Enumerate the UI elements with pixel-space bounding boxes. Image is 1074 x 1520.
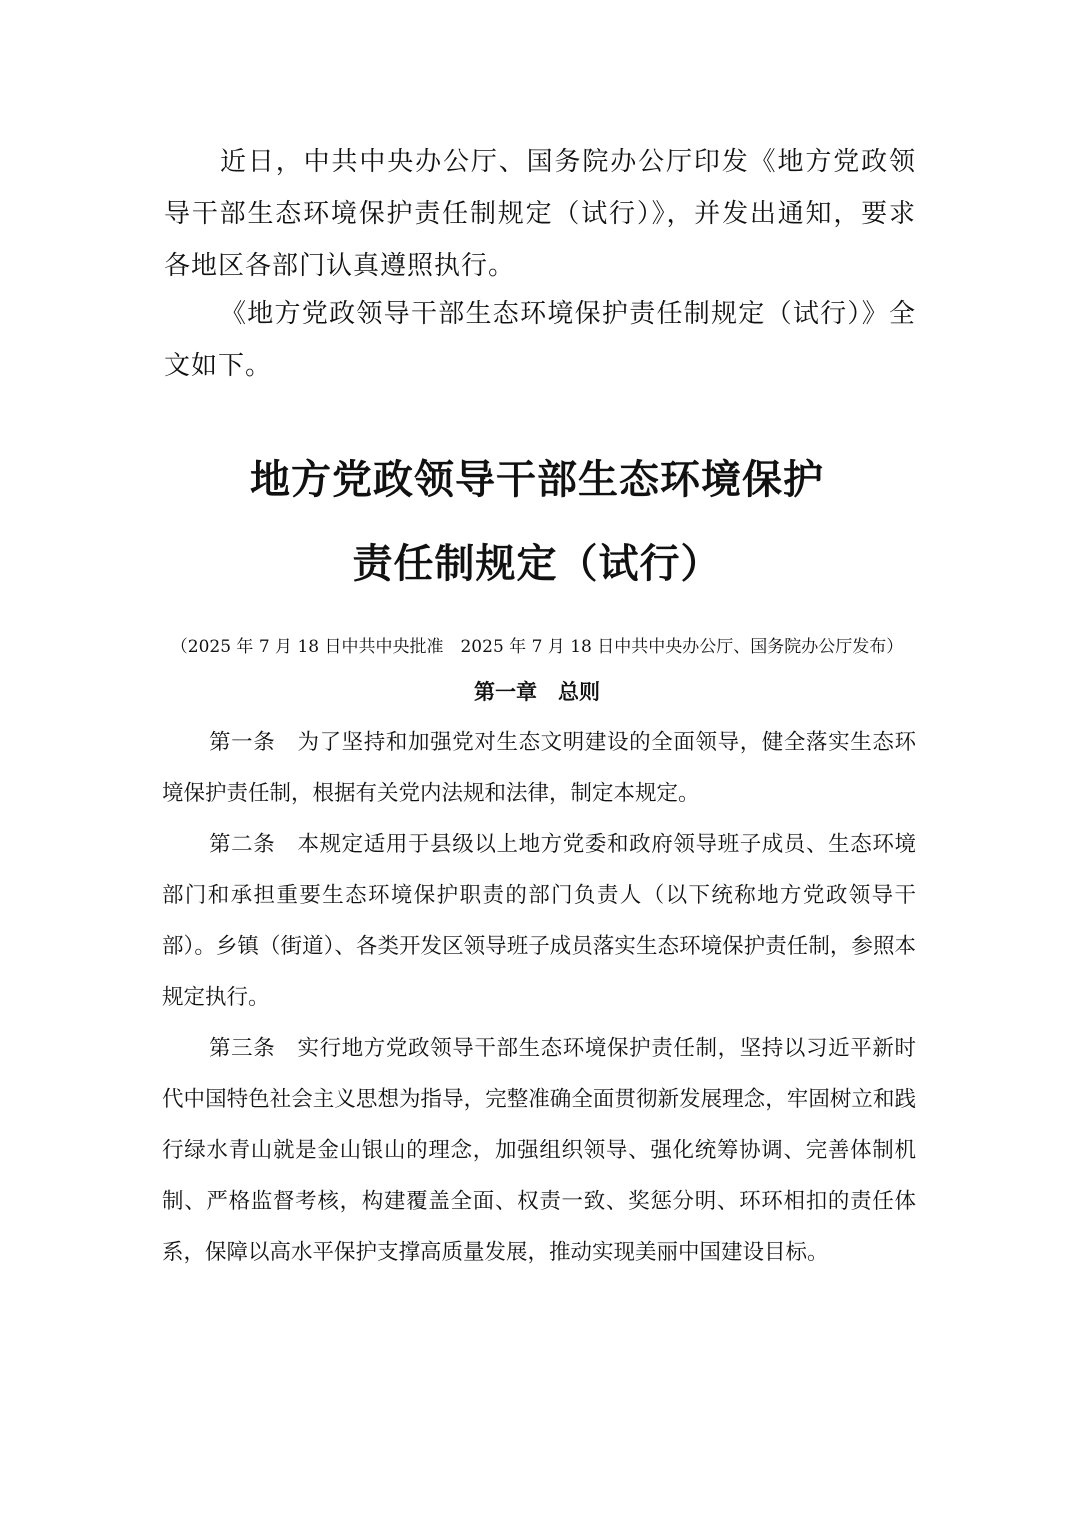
article-label: 第二条 [209, 832, 298, 857]
intro-paragraph: 近日，中共中央办公厅、国务院办公厅印发《地方党政领导干部生态环境保护责任制规定（试行）》，并发出通知，要求各地区各部门认真遵照执行。 [164, 147, 916, 281]
article-2 [162, 819, 916, 1023]
document-subtitle: （2025 年 7 月 18 日中共中央批准 2025 年 7 月 18 日中共中央办公厅、国务院办公厅发布） [170, 637, 904, 657]
chapter-heading: 第一章 总则 [474, 680, 600, 704]
intro-paragraph: 《地方党政领导干部生态环境保护责任制规定（试行）》全文如下。 [164, 299, 916, 381]
document-title-line-2: 责任制规定（试行） [352, 541, 722, 587]
article-3 [162, 1023, 916, 1278]
article-text: 实行地方党政领导干部生态环境保护责任制，坚持以习近平新时代中国特色社会主义思想为指导，完整准确全面贯彻新发展理念，牢固树立和践行绿水青山就是金山银山的理念，加强组织领导、强化统筹协调、完善体制机制、严格监督考核，构建覆盖全面、权责一致、奖惩分明、环环相扣的责任体系，保障以高水平保护支撑高质量发展，推动实现美丽中国建设目标。 [162, 1036, 916, 1265]
article-label: 第三条 [209, 1036, 298, 1061]
article-label: 第一条 [209, 730, 298, 755]
document-title-line-1: 地方党政领导干部生态环境保护 [250, 457, 824, 503]
article-text: 本规定适用于县级以上地方党委和政府领导班子成员、生态环境部门和承担重要生态环境保护职责的部门负责人（以下统称地方党政领导干部）。乡镇（街道）、各类开发区领导班子成员落实生态环境保护责任制，参照本规定执行。 [162, 832, 916, 1010]
article-1 [162, 717, 916, 819]
article-text: 为了坚持和加强党对生态文明建设的全面领导，健全落实生态环境保护责任制，根据有关党内法规和法律，制定本规定。 [162, 730, 916, 806]
